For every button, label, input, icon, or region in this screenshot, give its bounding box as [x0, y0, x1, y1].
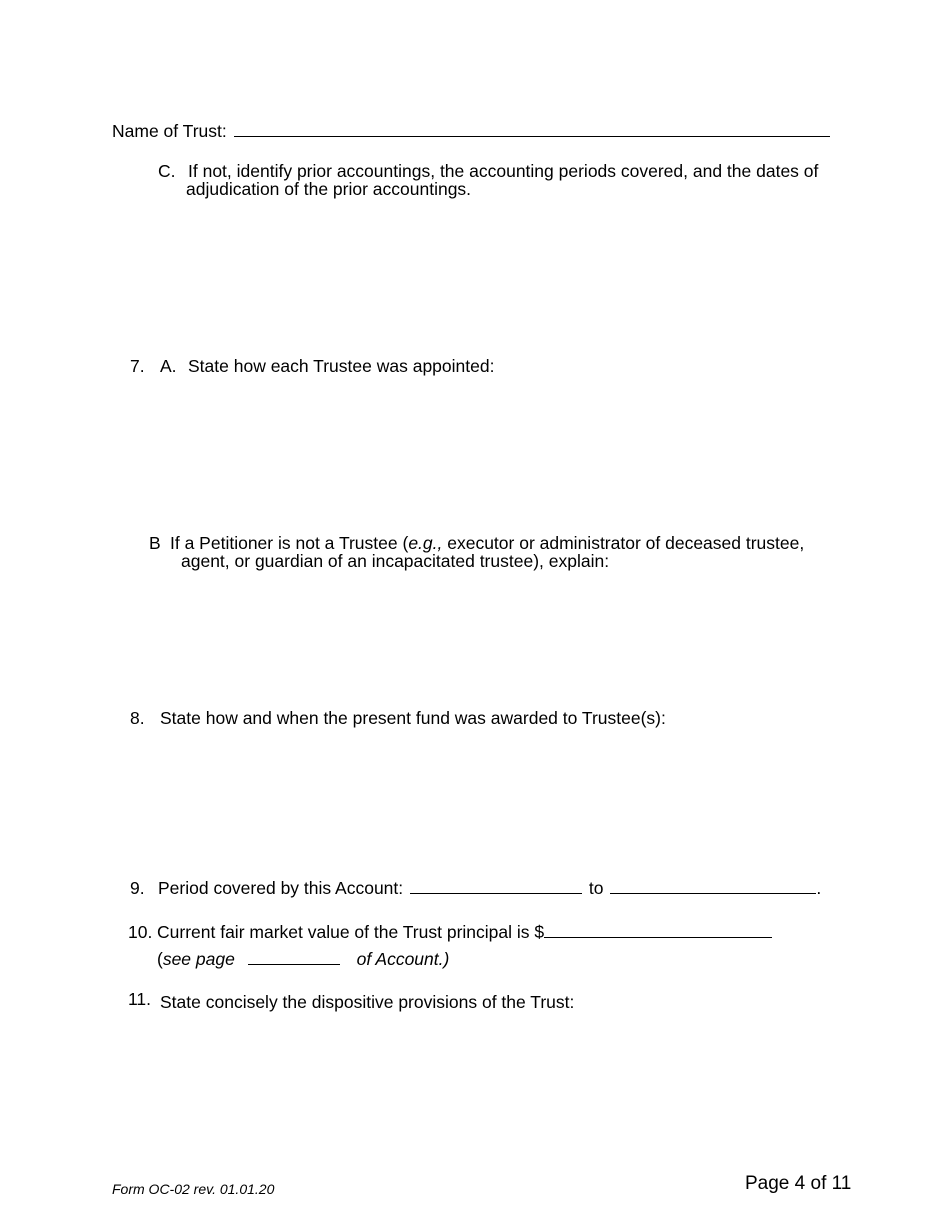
item-8-number: 8.: [130, 708, 145, 728]
name-of-trust-label: Name of Trust:: [112, 121, 227, 141]
footer-form-id: Form OC-02 rev. 01.01.20: [112, 1181, 275, 1197]
principal-amount-field[interactable]: [544, 923, 772, 938]
of-account-label: of Account.): [356, 949, 450, 969]
item-7b-line2: agent, or guardian of an incapacitated trustee), explain:: [181, 551, 610, 571]
see-page-label: see page: [162, 949, 235, 969]
item-11-answer-area[interactable]: [112, 1018, 862, 1158]
period-from-field[interactable]: [410, 879, 582, 894]
item-9-label: Period covered by this Account:: [158, 878, 404, 898]
item-7b-line1: [170, 534, 804, 552]
item-7a-text: State how each Trustee was appointed:: [188, 356, 495, 376]
see-page-field[interactable]: [248, 950, 340, 965]
see-open-paren: (: [157, 949, 163, 969]
item-8-text: State how and when the present fund was awarded to Trustee(s):: [160, 708, 666, 728]
item-7b-eg: e.g.,: [408, 533, 443, 553]
item-10-number: 10.: [128, 922, 153, 942]
item-9-number: 9.: [130, 878, 145, 898]
item-11-text: State concisely the dispositive provisions of the Trust:: [160, 992, 575, 1012]
item-10-row: [157, 923, 772, 941]
item-10-see-page-row: [157, 950, 449, 968]
name-of-trust-row: [112, 122, 830, 140]
item-9-period: .: [816, 878, 822, 898]
item-8-answer-area[interactable]: [112, 734, 862, 864]
item-7b-line1-pre: If a Petitioner is not a Trustee (: [170, 533, 409, 553]
item-6c-line1: If not, identify prior accountings, the accounting periods covered, and the dates of: [188, 161, 819, 181]
item-6c-marker: C.: [158, 161, 176, 181]
item-7a-marker: A.: [160, 356, 177, 376]
item-7-number: 7.: [130, 356, 145, 376]
item-6c-line2: adjudication of the prior accountings.: [186, 179, 472, 199]
period-to-field[interactable]: [610, 879, 816, 894]
item-7a-answer-area[interactable]: [112, 382, 862, 522]
item-7b-answer-area[interactable]: [112, 576, 862, 701]
name-of-trust-field[interactable]: [234, 122, 830, 137]
item-6c-answer-area[interactable]: [112, 202, 862, 342]
footer-page-number: Page 4 of 11: [745, 1173, 852, 1194]
item-11-number: 11.: [128, 989, 152, 1009]
item-10-label: Current fair market value of the Trust principal is $: [157, 922, 545, 942]
item-9-to-label: to: [588, 878, 604, 898]
item-7b-marker: B: [149, 533, 161, 553]
item-7b-line1-post: executor or administrator of deceased trustee,: [442, 533, 805, 553]
item-9-row: [158, 879, 821, 897]
